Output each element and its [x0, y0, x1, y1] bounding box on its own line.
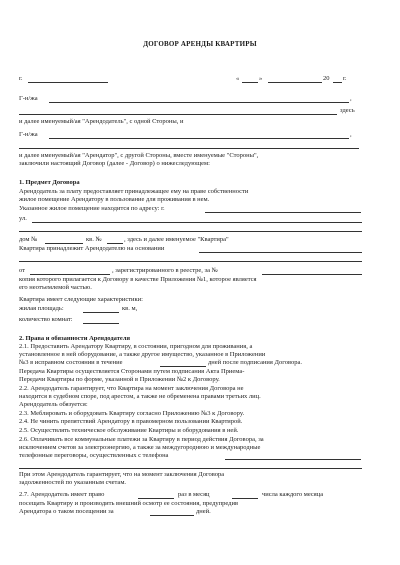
registry-number-blank[interactable]	[262, 274, 362, 275]
party1-comma: ,	[350, 95, 352, 102]
clause-2-3: 2.3. Меблировать и оборудовать Квартиру согласно Приложению №3 к Договору.	[19, 410, 245, 417]
clause-2-6-line3: телефонные переговоры, осуществленных с телефона	[19, 452, 169, 459]
clause-2-6-line2: исключением счетов за электроэнергию, а также за междугороднюю и международные	[19, 444, 261, 451]
house-number-blank[interactable]	[45, 243, 83, 244]
visit-day-blank[interactable]	[232, 498, 258, 499]
city-prefix: г.	[19, 75, 23, 82]
apartment-number-blank[interactable]	[107, 243, 123, 244]
clause-2-1-line3b: дней после подписания Договора.	[208, 359, 303, 366]
clause-2-7-line3b: дней.	[196, 508, 211, 515]
landlord-obligations-label: Арендодатель обязуется:	[19, 401, 88, 408]
day-blank[interactable]	[242, 82, 258, 83]
party2-prefix: Г-н/жа	[19, 131, 38, 138]
living-area-unit: кв. м,	[122, 305, 138, 312]
party1-basis-blank[interactable]	[19, 114, 337, 115]
section1-heading: 1. Предмет Договора	[19, 179, 80, 186]
clause-2-2-line1: 2.2. Арендодатель гарантирует, что Квартира на момент заключения Договора не	[19, 385, 244, 392]
clause-2-7-line1c: числа каждого месяца	[262, 491, 324, 498]
clause-2-6-line5: задолженностей по указанным счетам.	[19, 479, 127, 486]
clause-2-1-line5: Передачи Квартиры по форме, указанной в Приложении №2 к Договору.	[19, 376, 220, 383]
address-extra-blank[interactable]	[19, 231, 362, 232]
clause-2-7-line1b: раз в месяц	[178, 491, 210, 498]
section2-heading: 2. Права и обязанности Арендодателя	[19, 335, 130, 342]
from-date-blank[interactable]	[30, 274, 110, 275]
integral-part-text: его неотъемлемой частью.	[19, 284, 92, 291]
apartment-prefix: кв. №	[86, 236, 102, 243]
section1-p1-line2: жилое помещение Арендатору в пользование для проживания в нем.	[19, 196, 210, 203]
apartment-defined-text: , здесь и далее именуемое "Квартира"	[124, 236, 229, 243]
clause-2-1-line4: Передача Квартиры осуществляется Сторонами путем подписания Акта Приема-	[19, 368, 245, 375]
year-blank[interactable]	[333, 82, 342, 83]
clause-2-2-line2: находится в судебном споре, под арестом, а также не обременена правами третьих лиц.	[19, 393, 261, 400]
characteristics-label: Квартира имеет следующие характеристики:	[19, 296, 143, 303]
from-prefix: от	[19, 267, 26, 274]
year-prefix: 20	[323, 75, 330, 82]
date-close-quote: »	[259, 75, 263, 82]
house-prefix: дом №	[19, 236, 38, 243]
party1-prefix: Г-н/жа	[19, 95, 38, 102]
clause-2-6-line4: При этом Арендодатель гарантирует, что на момент заключения Договора	[19, 471, 225, 478]
party2-role-text: и далее именуемый/ая "Арендатор", с другой Стороны, вместе именуемые "Стороны",	[19, 152, 259, 159]
clause-2-7-line1a: 2.7. Арендодатель имеет право	[19, 491, 105, 498]
party1-role-text: и далее именуемый/ая "Арендодатель", с одной Стороны, и	[19, 118, 184, 125]
rooms-blank[interactable]	[83, 323, 119, 324]
address-city-blank[interactable]	[205, 212, 361, 213]
living-area-label: жилая площадь:	[19, 305, 64, 312]
clause-2-4: 2.4. Не чинить препятствий Арендатору в правомерном пользовании Квартирой.	[19, 418, 243, 425]
handover-days-blank[interactable]	[160, 366, 206, 367]
ownership-extra-blank[interactable]	[19, 261, 362, 262]
party2-basis-blank[interactable]	[19, 148, 359, 149]
copy-attached-text: копия которого прилагается к Договору в качестве Приложения №1, которое является	[19, 276, 257, 283]
phone-extra-blank[interactable]	[19, 468, 362, 469]
living-area-blank[interactable]	[83, 312, 119, 313]
clause-2-1-line1: 2.1. Предоставить Арендатору Квартиру, в состоянии, пригодном для проживания, а	[19, 343, 253, 350]
party2-agreement-text: заключили настоящий Договор (далее - Договор) о нижеследующем:	[19, 160, 210, 167]
year-suffix: г.	[343, 75, 347, 82]
month-blank[interactable]	[268, 82, 322, 83]
party1-here: здесь	[340, 107, 355, 114]
phone-number-blank[interactable]	[225, 459, 361, 460]
party2-name-blank[interactable]	[49, 138, 349, 139]
ownership-basis-blank[interactable]	[199, 252, 362, 253]
document-title: ДОГОВОР АРЕНДЫ КВАРТИРЫ	[143, 40, 257, 48]
street-blank[interactable]	[32, 222, 362, 223]
ownership-label: Квартира принадлежит Арендодателю на основании	[19, 245, 165, 252]
street-prefix: ул.	[19, 215, 27, 222]
rooms-label: количество комнат:	[19, 316, 73, 323]
party2-comma: ,	[350, 131, 352, 138]
clause-2-1-line2: установленное в ней оборудование, а также другое имущество, указанное в Приложении	[19, 351, 266, 358]
clause-2-6-line1: 2.6. Оплачивать все коммунальные платежи за Квартиру в период действия Договора, за	[19, 436, 264, 443]
clause-2-5: 2.5. Осуществлять техническое обслуживание Квартиры и оборудования в ней.	[19, 427, 239, 434]
visits-count-blank[interactable]	[138, 498, 174, 499]
address-label: Указанное жилое помещение находится по адресу: г.	[19, 205, 165, 212]
party1-name-blank[interactable]	[49, 102, 349, 103]
date-open-quote: «	[236, 75, 240, 82]
notice-days-blank[interactable]	[150, 515, 194, 516]
section1-p1-line1: Арендодатель за плату предоставляет принадлежащее ему на праве собственности	[19, 188, 249, 195]
registered-text: , зарегистрированного в реестре, за №	[112, 267, 218, 274]
city-blank[interactable]	[28, 82, 108, 83]
clause-2-7-line2: посещать Квартиру и производить внешний осмотр ее состояния, предупредив	[19, 500, 239, 507]
clause-2-7-line3a: Арендатора о таком посещении за	[19, 508, 114, 515]
clause-2-1-line3a: №3 в исправном состоянии в течение	[19, 359, 123, 366]
